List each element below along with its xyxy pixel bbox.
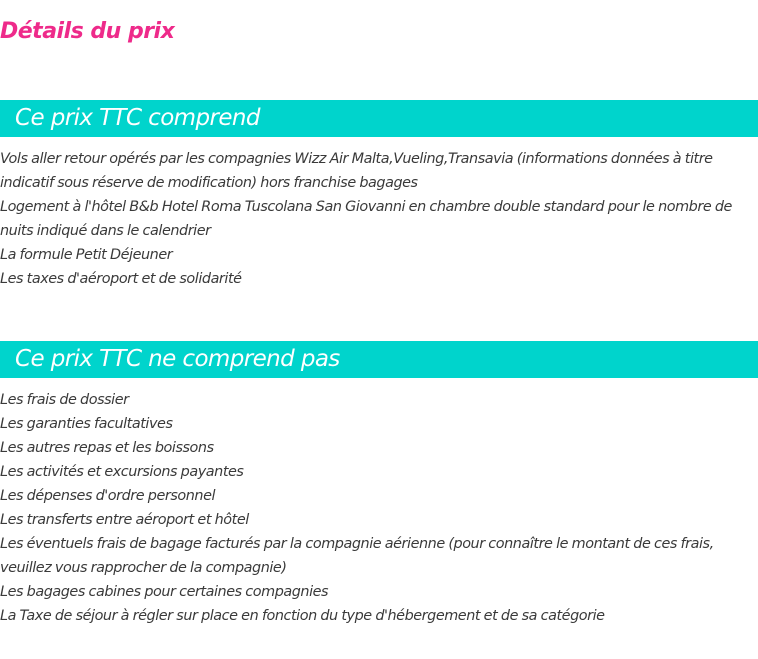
page-title: Détails du prix <box>0 19 175 44</box>
excluded-item: Les garanties facultatives <box>0 416 173 432</box>
excluded-item: La Taxe de séjour à régler sur place en fonction du type d'hébergement et de sa catégorie <box>0 608 605 624</box>
excluded-item: Les autres repas et les boissons <box>0 440 214 456</box>
included-section-heading: Ce prix TTC comprend <box>0 100 758 137</box>
included-item: Vols aller retour opérés par les compagnies Wizz Air Malta,Vueling,Transavia (informations données à titre indicatif sous réserve de modification) hors franchise bagages <box>0 151 713 191</box>
included-item: La formule Petit Déjeuner <box>0 247 173 263</box>
included-item: Les taxes d'aéroport et de solidarité <box>0 271 242 287</box>
excluded-section-heading: Ce prix TTC ne comprend pas <box>0 341 758 378</box>
excluded-item: Les éventuels frais de bagage facturés par la compagnie aérienne (pour connaître le montant de ces frais, veuillez vous rapprocher de la compagnie) <box>0 536 714 576</box>
included-items-list <box>0 147 758 291</box>
excluded-item: Les transferts entre aéroport et hôtel <box>0 512 249 528</box>
excluded-item: Les frais de dossier <box>0 392 129 408</box>
included-item: Logement à l'hôtel B&b Hotel Roma Tuscolana San Giovanni en chambre double standard pour le nombre de nuits indiqué dans le calendrier <box>0 199 732 239</box>
excluded-item: Les bagages cabines pour certaines compagnies <box>0 584 329 600</box>
excluded-item: Les activités et excursions payantes <box>0 464 244 480</box>
excluded-item: Les dépenses d'ordre personnel <box>0 488 216 504</box>
excluded-items-list <box>0 388 758 628</box>
